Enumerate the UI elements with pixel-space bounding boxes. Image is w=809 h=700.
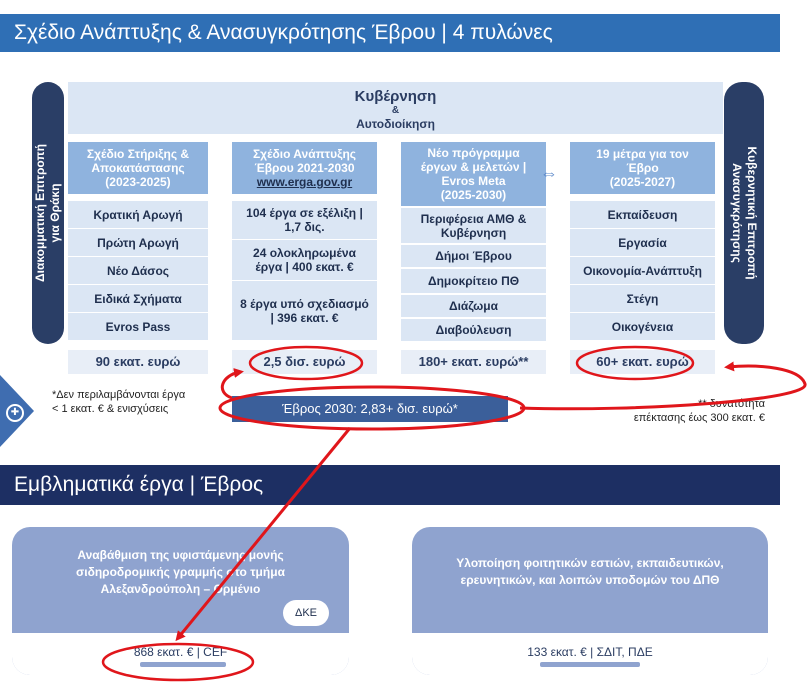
side-left-line1: Διακομματική Επιτροπή	[33, 144, 47, 282]
column-4-item: Στέγη	[570, 285, 715, 312]
dke-badge: ΔΚΕ	[283, 600, 329, 626]
flagship-projects-title: Εμβληματικά έργα | Έβρος	[0, 465, 780, 505]
column-4-item: Οικογένεια	[570, 313, 715, 340]
greek-emblem-icon: ✚	[6, 404, 24, 422]
column-4-item: Εργασία	[570, 229, 715, 256]
card-railway-line: Αλεξανδρούπολη – Ορμένιο	[100, 582, 261, 596]
column-1-item: Νέο Δάσος	[68, 257, 208, 284]
note-left-line1: *Δεν περιλαμβάνονται έργα	[52, 389, 186, 401]
column-2-item: 8 έργα υπό σχεδιασμό | 396 εκατ. €	[232, 281, 377, 340]
column-1-head-line: Αποκατάστασης	[91, 161, 185, 175]
note-right-line2: επέκτασης έως 300 εκατ. €	[633, 412, 765, 424]
side-right-line1: Κυβερνητική Επιτροπή	[745, 146, 759, 280]
page-title: Σχέδιο Ανάπτυξης & Ανασυγκρότησης Έβρου | 4 πυλώνες	[0, 14, 780, 52]
column-2-head-line: Σχέδιο Ανάπτυξης	[252, 147, 357, 161]
card-university-line: ερευνητικών, και λοιπών υποδομών του ΔΠΘ	[460, 573, 720, 587]
card-railway-footer: 868 εκατ. € | CEF	[12, 633, 349, 675]
government-line2: &	[391, 105, 400, 116]
column-4-item: Οικονομία-Ανάπτυξη	[570, 257, 715, 284]
column-4-item: Εκπαίδευση	[570, 201, 715, 228]
column-3-item: Δήμοι Έβρου	[401, 245, 546, 267]
card-railway-underline	[140, 662, 226, 667]
double-arrow-icon: ⇔	[540, 163, 558, 183]
column-1-header	[68, 142, 208, 194]
column-1-item: Κρατική Αρωγή	[68, 201, 208, 228]
government-line3: Αυτοδιοίκηση	[356, 117, 435, 131]
total-budget-box: Έβρος 2030: 2,83+ δισ. ευρώ*	[232, 396, 508, 422]
column-3-head-line: Νέο πρόγραμμα	[427, 146, 520, 160]
column-4-budget: 60+ εκατ. ευρώ	[570, 350, 715, 374]
card-railway-line: Αναβάθμιση της υφιστάμενης μονής	[77, 548, 284, 562]
government-band	[68, 82, 723, 134]
column-1-budget: 90 εκατ. ευρώ	[68, 350, 208, 374]
erga-gov-link[interactable]: www.erga.gov.gr	[256, 175, 353, 189]
column-3-item: Διάζωμα	[401, 295, 546, 317]
column-3-header	[401, 142, 546, 206]
column-3-budget: 180+ εκατ. ευρώ**	[401, 350, 546, 374]
arrow-to-col2	[222, 372, 240, 398]
note-left	[52, 388, 185, 416]
column-1-item: Πρώτη Αρωγή	[68, 229, 208, 256]
column-3-item: Δημοκρίτειο ΠΘ	[401, 269, 546, 293]
side-left-line2: για Θράκη	[48, 183, 62, 243]
column-4-head-line: Έβρο	[626, 161, 659, 175]
side-panel-right	[724, 82, 764, 344]
side-right-line2: Ανασυγκρότησης	[730, 163, 744, 263]
card-university-underline	[540, 662, 640, 667]
note-left-line2: < 1 εκατ. € & ενισχύσεις	[52, 403, 169, 415]
column-2-item: 24 ολοκληρωμένα έργα | 400 εκατ. €	[232, 240, 377, 280]
flagship-card-university	[412, 527, 768, 675]
column-2-item: 104 έργα σε εξέλιξη | 1,7 δις.	[232, 201, 377, 239]
column-4-head-line: (2025-2027)	[609, 175, 676, 189]
column-2-head-line: Έβρου 2021-2030	[254, 161, 355, 175]
column-3-head-line: (2025-2030)	[440, 188, 507, 202]
column-1-item: Evros Pass	[68, 313, 208, 340]
column-2-header	[232, 142, 377, 194]
note-right	[590, 397, 765, 425]
government-line1: Κυβέρνηση	[354, 88, 437, 105]
column-2-budget: 2,5 δισ. ευρώ	[232, 350, 377, 374]
side-panel-left	[32, 82, 64, 344]
column-3-head-line: έργων & μελετών |	[420, 160, 527, 174]
note-right-line1: ** δυνατότητα	[698, 398, 765, 410]
column-4-header	[570, 142, 715, 194]
column-3-head-line: Evros Meta	[441, 174, 506, 188]
column-3-item: Περιφέρεια ΑΜΘ & Κυβέρνηση	[401, 208, 546, 243]
card-railway-line: σιδηροδρομικής γραμμής στο τμήμα	[76, 565, 285, 579]
card-university-footer: 133 εκατ. € | ΣΔΙΤ, ΠΔΕ	[412, 633, 768, 675]
column-4-head-line: 19 μέτρα για τον	[596, 147, 689, 161]
column-3-item: Διαβούλευση	[401, 319, 546, 341]
card-university-line: Υλοποίηση φοιτητικών εστιών, εκπαιδευτικών,	[456, 556, 724, 570]
column-1-item: Ειδικά Σχήματα	[68, 285, 208, 312]
column-1-head-line: (2023-2025)	[105, 175, 171, 189]
column-1-head-line: Σχέδιο Στήριξης &	[86, 147, 190, 161]
